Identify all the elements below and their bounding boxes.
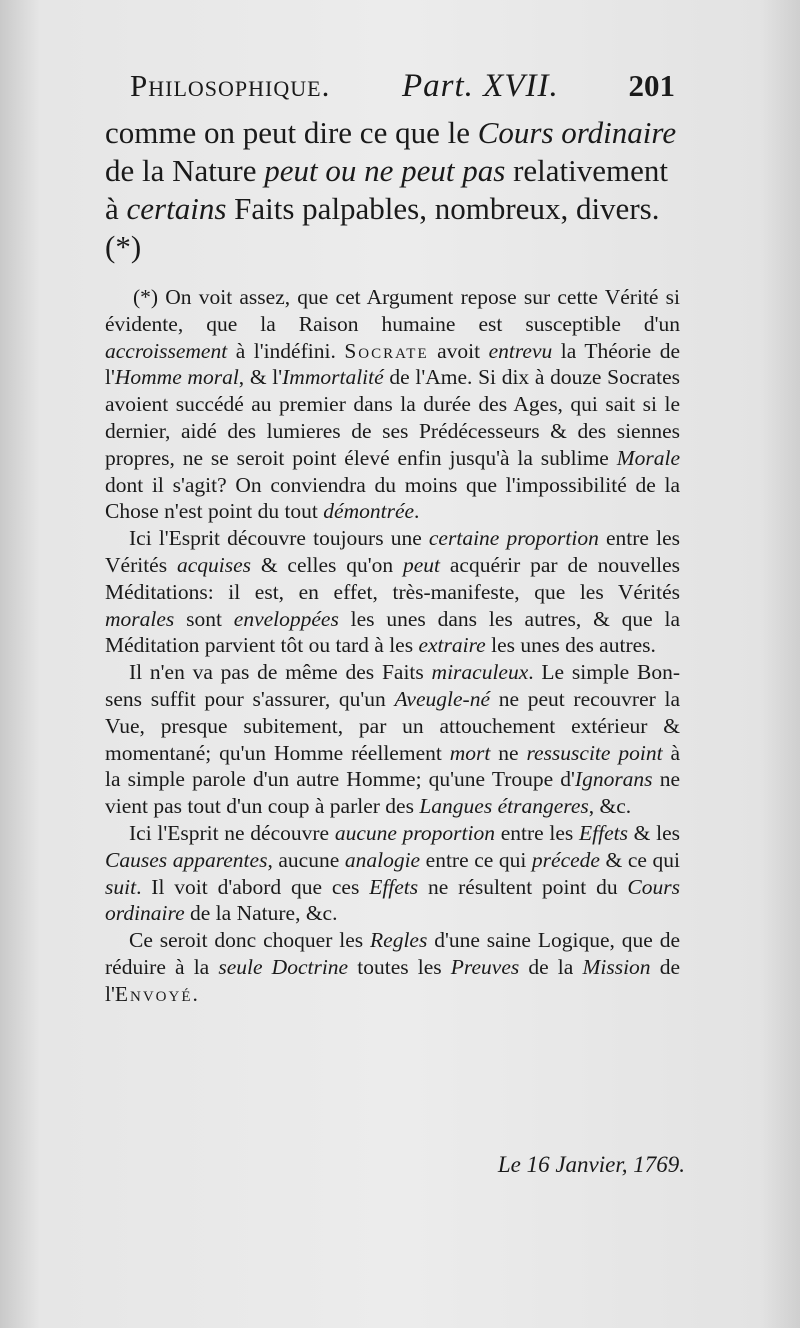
page-number: 201 xyxy=(628,68,675,103)
footnote-paragraph-3: Il n'en va pas de même des Faits miraculeux. Le simple Bon-sens suffit pour s'assurer, qu'un Aveugle-né ne peut recouvrer la Vue, presque subitement, par un attouchement extérieur & momentané; qu'un Homme réellement mort ne ressuscite point à la simple parole d'un autre Homme; qu'une Troupe d'Ignorans ne vient pas tout d'un coup à parler des Langues étrangeres, &c. xyxy=(105,660,681,819)
dateline: Le 16 Janvier, 1769. xyxy=(497,1152,685,1177)
footnote-paragraph-1: (*) On voit assez, que cet Argument repose sur cette Vérité si évidente, que la Raison humaine est susceptible d'un accroissement à l'indéfini. Socrate avoit entrevu la Théorie de l'Homme moral, & l'Immortalité de l'Ame. Si dix à douze Socrates avoient succédé au premier dans la durée des Ages, qui sait si le dernier, aidé des lumieres de ses Prédécesseurs & des siennes propres, ne se seroit point élevé enfin jusqu'à la sublime Morale dont il s'agit? On conviendra du moins que l'impossibilité de la Chose n'est point du tout démontrée. xyxy=(105,285,680,524)
footnote-paragraph-4: Ici l'Esprit ne découvre aucune proportion entre les Effets & les Causes apparentes, aucune analogie entre ce qui précede & ce qui suit. Il voit d'abord que ces Effets ne résultent point du Cours ordinaire de la Nature, &c. xyxy=(105,820,681,926)
running-head: Philosophique. xyxy=(130,68,331,103)
footnote-paragraph-5: Ce seroit donc choquer les Regles d'une saine Logique, que de réduire à la seule Doctrine toutes les Preuves de la Mission de l'Envoyé. xyxy=(105,928,680,1006)
main-paragraph: comme on peut dire ce que le Cours ordinaire de la Nature peut ou ne peut pas relativement à certains Faits palpables, nombreux, divers. (*) xyxy=(105,115,677,264)
footnote-paragraph-2: Ici l'Esprit découvre toujours une certaine proportion entre les Vérités acquises & celles qu'on peut acquérir par de nouvelles Méditations: il est, en effet, très-manifeste, que les Vérités morales sont enveloppées les unes dans les autres, & que la Méditation parvient tôt ou tard à les extraire les unes des autres. xyxy=(105,526,681,658)
page-header xyxy=(130,68,675,108)
part-number: Part. XVII. xyxy=(402,68,559,104)
main-text xyxy=(105,114,677,266)
footnote xyxy=(105,284,680,1008)
